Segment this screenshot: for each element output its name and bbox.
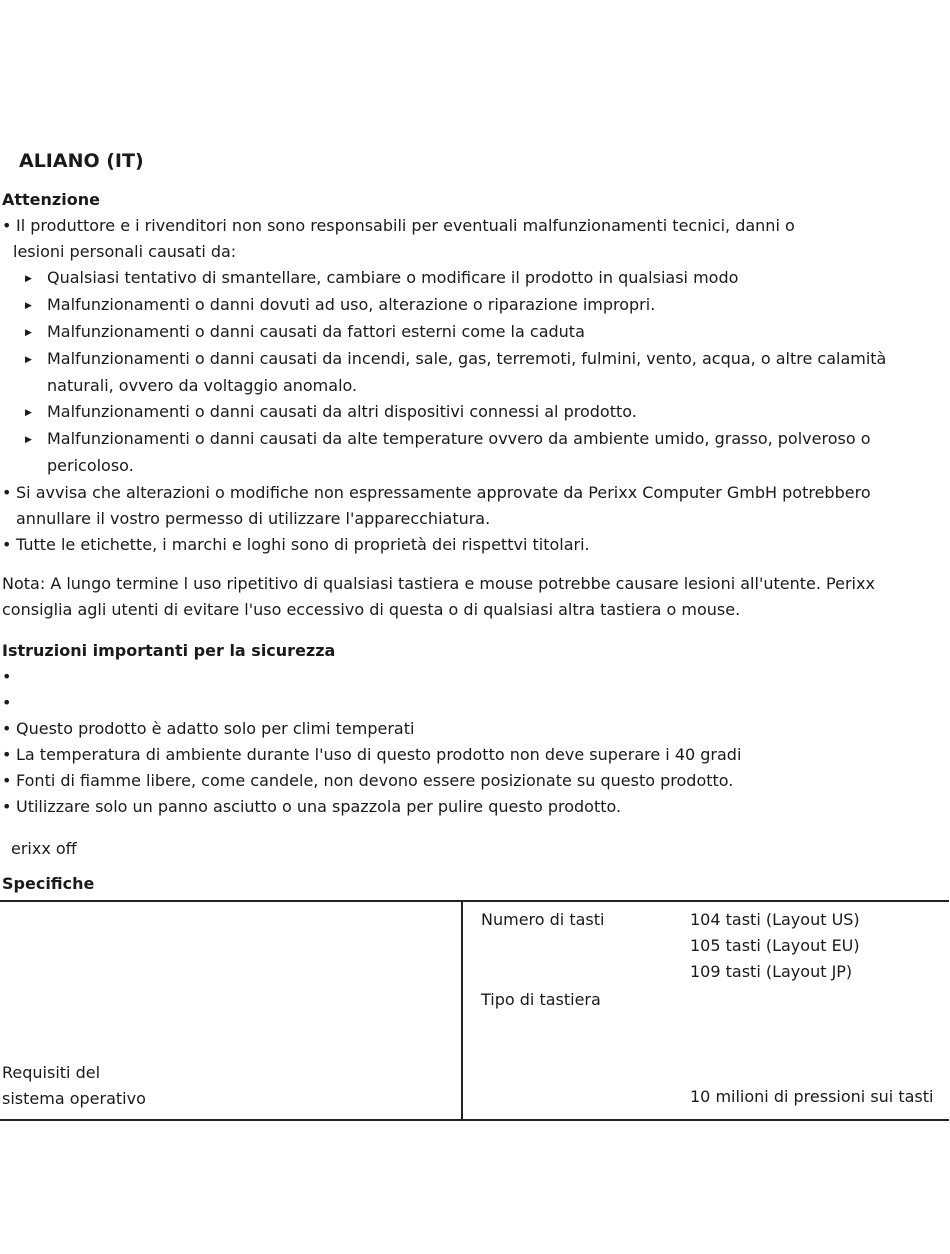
keys-values xyxy=(690,907,860,985)
warning-sub-item-continued: pericoloso. xyxy=(47,456,134,475)
table-bottom-rule xyxy=(0,1119,949,1121)
language-heading: ALIANO (IT) xyxy=(19,150,144,172)
note-line1: Nota: A lungo termine l uso ripetitivo di qualsiasi tastiera e mouse potrebbe causare lesioni all'utente. Perixx xyxy=(2,574,875,593)
bullet-icon: • xyxy=(2,216,12,235)
keys-value: 109 tasti (Layout JP) xyxy=(690,962,853,981)
specs-title: Specifiche xyxy=(2,874,95,893)
safety-list xyxy=(2,664,741,820)
warning-sub-item: ▶ Malfunzionamenti o danni causati da alte temperature ovvero da ambiente umido, grasso, polveroso o xyxy=(25,426,886,453)
keys-value: 105 tasti (Layout EU) xyxy=(690,936,860,955)
safety-item: • Utilizzare solo un panno asciutto o una spazzola per pulire questo prodotto. xyxy=(2,794,741,820)
bullet-icon: • xyxy=(2,797,12,816)
bullet-icon: • xyxy=(2,667,12,686)
warning-sub-list xyxy=(25,265,886,479)
bullet-icon: • xyxy=(2,719,12,738)
bullet-icon: • xyxy=(2,693,12,712)
lifespan-value: 10 milioni di pressioni sui tasti xyxy=(690,1087,934,1106)
table-top-rule xyxy=(0,900,949,902)
keys-label: Numero di tasti xyxy=(481,910,605,929)
bullet-icon: • xyxy=(2,535,12,554)
warning-intro xyxy=(2,213,795,239)
triangle-bullet-icon: ▶ xyxy=(25,328,32,338)
triangle-bullet-icon: ▶ xyxy=(25,435,32,445)
safety-title: Istruzioni importanti per la sicurezza xyxy=(2,641,336,660)
warning-sub-item: ▶ Malfunzionamenti o danni causati da incendi, sale, gas, terremoti, fulmini, vento, acqua, o altre calamità xyxy=(25,346,886,373)
warning-notice: • Si avvisa che alterazioni o modifiche non espressamente approvate da Perixx Computer GmbH potrebbero xyxy=(2,480,871,506)
warning-title: Attenzione xyxy=(2,190,100,209)
warning-intro-line1: Il produttore e i rivenditori non sono responsabili per eventuali malfunzionamenti tecnici, danni o xyxy=(16,216,795,235)
warning-trademarks: • Tutte le etichette, i marchi e loghi sono di proprietà dei rispettvi titolari. xyxy=(2,532,590,558)
text-fragment: erixx off xyxy=(11,839,77,858)
safety-item xyxy=(2,690,741,716)
triangle-bullet-icon: ▶ xyxy=(25,274,32,284)
warning-sub-item: ▶ Malfunzionamenti o danni dovuti ad uso, alterazione o riparazione impropri. xyxy=(25,292,886,319)
keys-value: 104 tasti (Layout US) xyxy=(690,910,860,929)
warning-sub-item: ▶ Malfunzionamenti o danni causati da fattori esterni come la caduta xyxy=(25,319,886,346)
bullet-icon: • xyxy=(2,483,12,502)
triangle-bullet-icon: ▶ xyxy=(25,408,32,418)
triangle-bullet-icon: ▶ xyxy=(25,355,32,365)
table-column-divider xyxy=(461,902,463,1120)
note-line2: consiglia agli utenti di evitare l'uso eccessivo di questa o di qualsiasi altra tastiera o mouse. xyxy=(2,600,741,619)
warning-sub-item: ▶ Qualsiasi tentativo di smantellare, cambiare o modificare il prodotto in qualsiasi modo xyxy=(25,265,886,292)
bullet-icon: • xyxy=(2,745,12,764)
triangle-bullet-icon: ▶ xyxy=(25,301,32,311)
safety-item: • La temperatura di ambiente durante l'uso di questo prodotto non deve superare i 40 gradi xyxy=(2,742,741,768)
bullet-icon: • xyxy=(2,771,12,790)
os-label-line2: sistema operativo xyxy=(2,1089,146,1108)
warning-sub-item: ▶ Malfunzionamenti o danni causati da altri dispositivi connessi al prodotto. xyxy=(25,399,886,426)
type-label: Tipo di tastiera xyxy=(481,990,601,1009)
safety-item xyxy=(2,664,741,690)
os-label-line1: Requisiti del xyxy=(2,1063,101,1082)
warning-sub-item-continued: naturali, ovvero da voltaggio anomalo. xyxy=(47,376,358,395)
warning-notice-line2: annullare il vostro permesso di utilizzare l'apparecchiatura. xyxy=(16,509,491,528)
safety-item: • Fonti di fiamme libere, come candele, non devono essere posizionate su questo prodotto. xyxy=(2,768,741,794)
warning-intro-line2: lesioni personali causati da: xyxy=(13,242,237,261)
safety-item: • Questo prodotto è adatto solo per climi temperati xyxy=(2,716,741,742)
